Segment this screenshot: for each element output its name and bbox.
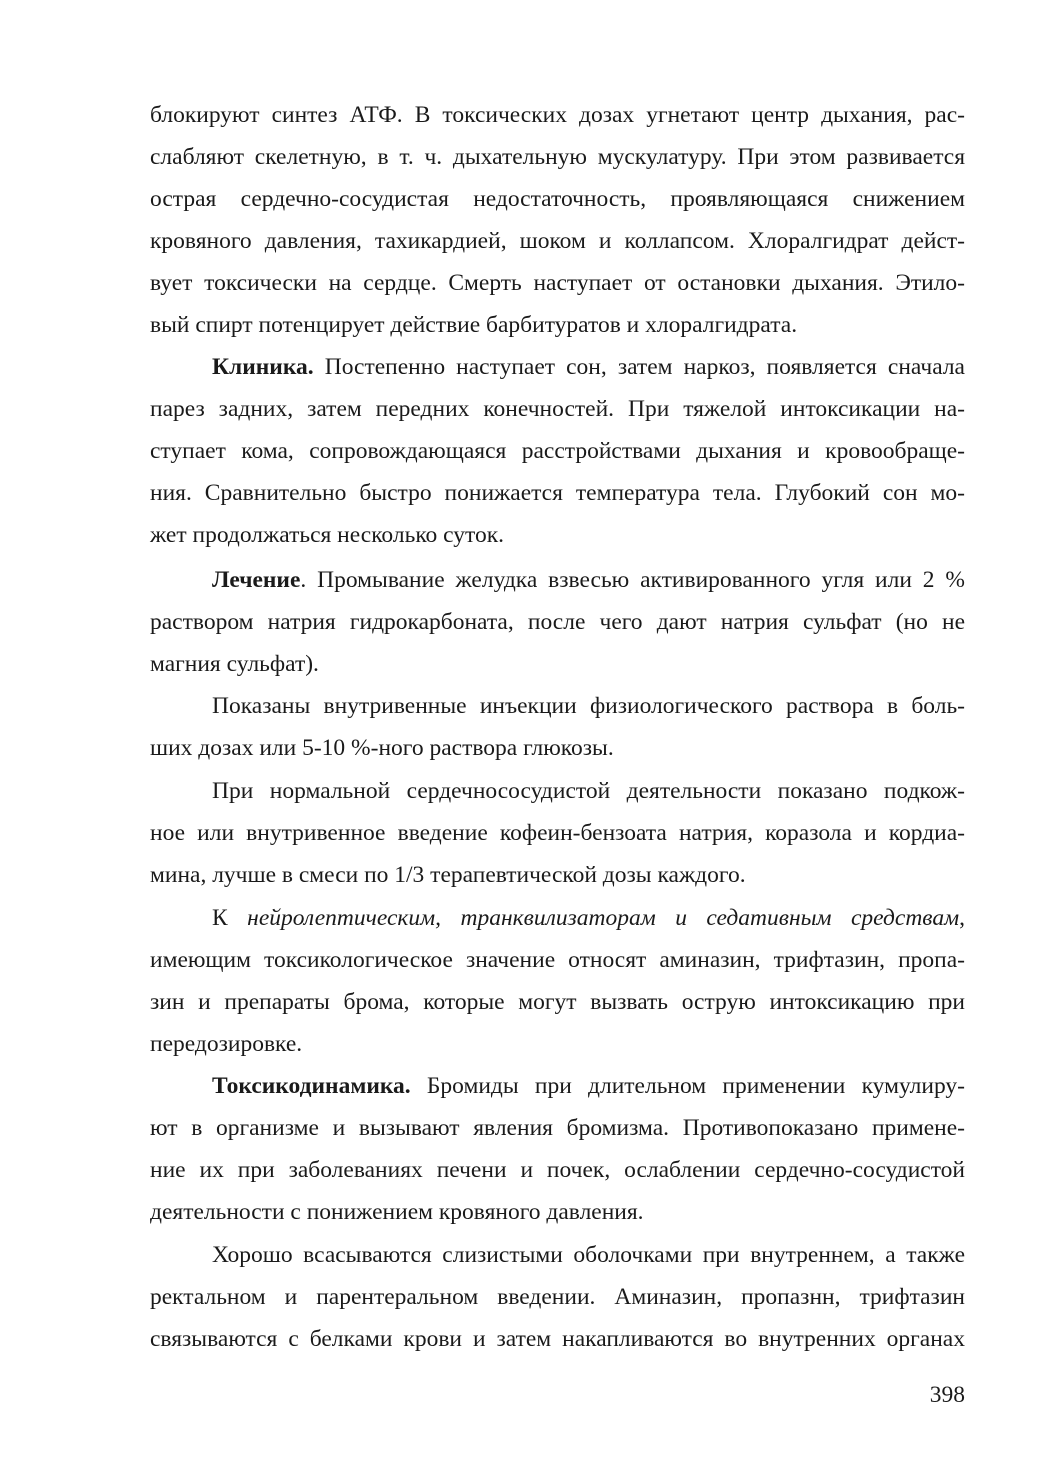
- page-number: 398: [929, 1382, 965, 1408]
- text-line: кровяного давления, тахикардией, шоком и коллапсом. Хлоралгидрат дейст-: [150, 228, 965, 254]
- text-line: ное или внутривенное введение кофеин-бензоата натрия, коразола и кордиа-: [150, 820, 965, 846]
- text-line: мина, лучше в смеси по 1/3 терапевтической дозы каждого.: [150, 862, 746, 888]
- text-line: слабляют скелетную, в т. ч. дыхательную мускулатуру. При этом развивается: [150, 144, 965, 170]
- paragraph-neuroleptics: К нейролептическим, транквилизаторам и седативным средствам,: [212, 905, 965, 931]
- text-line: связываются с белками крови и затем накапливаются во внутренних органах: [150, 1326, 965, 1352]
- text-line: магния сульфат).: [150, 651, 319, 677]
- text-line: имеющим токсикологическое значение относят аминазин, трифтазин, пропа-: [150, 947, 965, 973]
- text-line: ших дозах или 5-10 %-ного раствора глюкозы.: [150, 735, 614, 761]
- text-line: ступает кома, сопровождающаяся расстройствами дыхания и кровообраще-: [150, 438, 965, 464]
- italic-term: нейролептическим, транквилизаторам и седативным средствам: [247, 905, 960, 931]
- paragraph-treatment: Лечение. Промывание желудка взвесью активированного угля или 2 %: [212, 567, 965, 593]
- text-line: ния. Сравнительно быстро понижается температура тела. Глубокий сон мо-: [150, 480, 965, 506]
- text-line: ние их при заболеваниях печени и почек, ослаблении сердечно-сосудистой: [150, 1157, 965, 1183]
- text-line: передозировке.: [150, 1031, 303, 1057]
- text-line: При нормальной сердечнососудистой деятельности показано подкож-: [212, 778, 965, 804]
- text-line: вует токсически на сердце. Смерть наступает от остановки дыхания. Этило-: [150, 270, 965, 296]
- text-line: парез задних, затем передних конечностей. При тяжелой интоксикации на-: [150, 396, 965, 422]
- text-line: ют в организме и вызывают явления бромизма. Противопоказано примене-: [150, 1115, 965, 1141]
- text-line: Показаны внутривенные инъекции физиологического раствора в боль-: [212, 693, 965, 719]
- text-line: ректальном и парентеральном введении. Аминазин, пропазнн, трифтазин: [150, 1284, 965, 1310]
- text-line: вый спирт потенцирует действие барбитуратов и хлоралгидрата.: [150, 312, 798, 338]
- text-line: острая сердечно-сосудистая недостаточность, проявляющаяся снижением: [150, 186, 965, 212]
- text-line: жет продолжаться несколько суток.: [150, 522, 505, 548]
- heading-toxicodynamics: Токсикодинамика.: [212, 1073, 411, 1099]
- paragraph-toxicodynamics: Токсикодинамика. Бромиды при длительном применении кумулиру-: [212, 1073, 965, 1099]
- heading-treatment: Лечение: [212, 567, 301, 593]
- text-line: раствором натрия гидрокарбоната, после чего дают натрия сульфат (но не: [150, 609, 965, 635]
- text-line: деятельности с понижением кровяного давления.: [150, 1199, 644, 1225]
- heading-clinic: Клиника.: [212, 354, 314, 380]
- text-line: блокируют синтез АТФ. В токсических дозах угнетают центр дыхания, рас-: [150, 102, 965, 128]
- paragraph-clinic: Клиника. Постепенно наступает сон, затем наркоз, появляется сначала: [212, 354, 965, 380]
- text-line: зин и препараты брома, которые могут вызвать острую интоксикацию при: [150, 989, 965, 1015]
- text-line: Хорошо всасываются слизистыми оболочками при внутреннем, а также: [212, 1242, 965, 1268]
